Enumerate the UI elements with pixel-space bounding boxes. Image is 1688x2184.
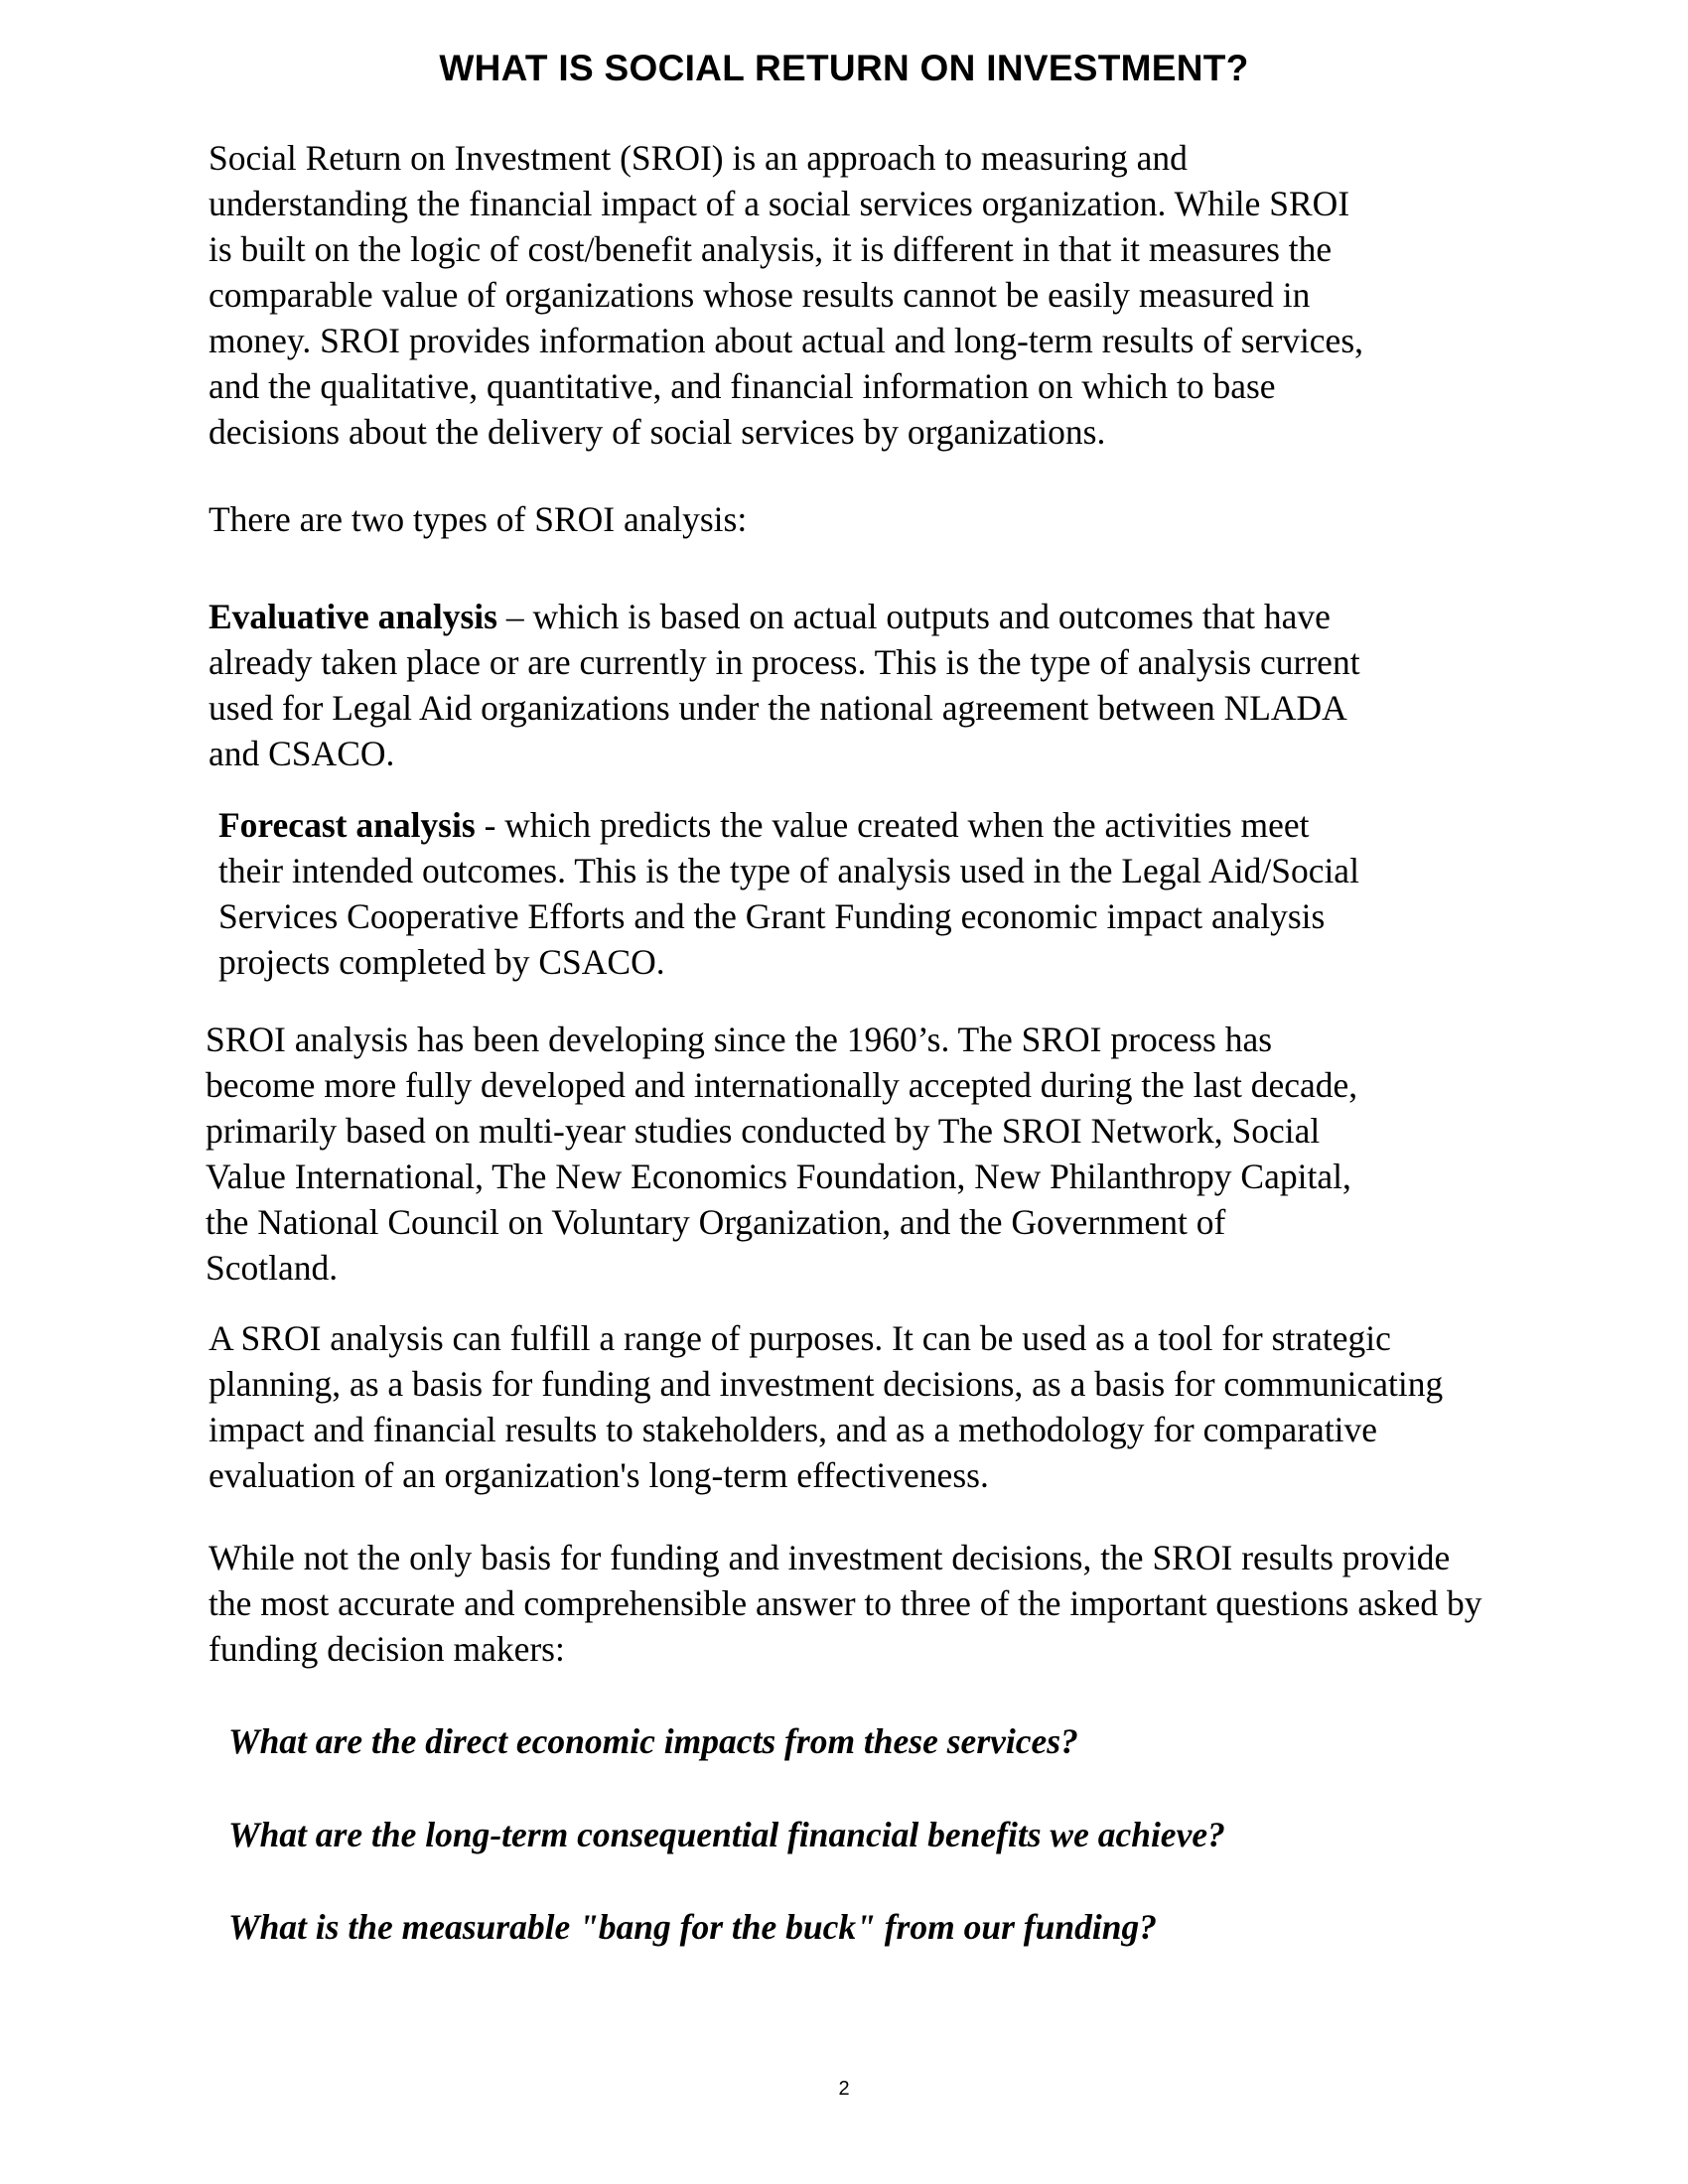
funding-line: While not the only basis for funding and investment decisions, the SROI results provide xyxy=(209,1538,1451,1577)
intro-line: and the qualitative, quantitative, and financial information on which to base xyxy=(209,366,1276,406)
history-line: SROI analysis has been developing since the 1960’s. The SROI process has xyxy=(206,1020,1273,1059)
funding-paragraph xyxy=(209,1535,1482,1672)
page-title: WHAT IS SOCIAL RETURN ON INVESTMENT? xyxy=(439,48,1249,88)
evaluative-line xyxy=(209,594,1360,639)
history-line: become more fully developed and internationally accepted during the last decade, xyxy=(206,1065,1358,1105)
forecast-line: their intended outcomes. This is the type of analysis used in the Legal Aid/Social xyxy=(218,851,1359,890)
forecast-term: Forecast analysis xyxy=(218,805,476,845)
purposes-line: A SROI analysis can fulfill a range of purposes. It can be used as a tool for strategic xyxy=(209,1318,1391,1358)
purposes-paragraph xyxy=(209,1315,1443,1498)
question-item: What is the measurable "bang for the buck" from our funding? xyxy=(228,1907,1157,1947)
intro-line: is built on the logic of cost/benefit analysis, it is different in that it measures the xyxy=(209,229,1333,269)
intro-line: understanding the financial impact of a social services organization. While SROI xyxy=(209,184,1350,223)
evaluative-line: used for Legal Aid organizations under the national agreement between NLADA xyxy=(209,688,1347,728)
history-line: primarily based on multi-year studies conducted by The SROI Network, Social xyxy=(206,1111,1321,1151)
intro-line: money. SROI provides information about actual and long-term results of services, xyxy=(209,321,1364,360)
intro-paragraph xyxy=(209,135,1363,455)
question-item: What are the direct economic impacts from these services? xyxy=(228,1721,1078,1761)
history-line: the National Council on Voluntary Organization, and the Government of xyxy=(206,1202,1226,1242)
evaluative-line-text: – which is based on actual outputs and outcomes that have xyxy=(496,597,1331,636)
history-line: Scotland. xyxy=(206,1248,339,1288)
funding-line: the most accurate and comprehensible answer to three of the important questions asked by xyxy=(209,1583,1482,1623)
funding-line: funding decision makers: xyxy=(209,1629,565,1669)
forecast-line-text: - which predicts the value created when the activities meet xyxy=(475,805,1310,845)
page-number: 2 xyxy=(838,2078,850,2100)
purposes-line: impact and financial results to stakeholders, and as a methodology for comparative xyxy=(209,1410,1378,1449)
evaluative-analysis-paragraph xyxy=(209,594,1360,776)
evaluative-line: and CSACO. xyxy=(209,734,395,773)
forecast-analysis-paragraph xyxy=(218,802,1359,985)
forecast-line xyxy=(218,802,1359,848)
history-line: Value International, The New Economics Foundation, New Philanthropy Capital, xyxy=(206,1157,1351,1196)
intro-line: decisions about the delivery of social services by organizations. xyxy=(209,412,1106,452)
history-paragraph xyxy=(206,1017,1357,1291)
intro-line: comparable value of organizations whose results cannot be easily measured in xyxy=(209,275,1311,315)
forecast-line: Services Cooperative Efforts and the Grant Funding economic impact analysis xyxy=(218,896,1326,936)
purposes-line: planning, as a basis for funding and investment decisions, as a basis for communicating xyxy=(209,1364,1444,1404)
evaluative-term: Evaluative analysis xyxy=(209,597,497,636)
intro-line: Social Return on Investment (SROI) is an approach to measuring and xyxy=(209,138,1188,178)
purposes-line: evaluation of an organization's long-term effectiveness. xyxy=(209,1455,989,1495)
question-item: What are the long-term consequential financial benefits we achieve? xyxy=(228,1815,1225,1854)
forecast-line: projects completed by CSACO. xyxy=(218,942,665,982)
evaluative-line: already taken place or are currently in process. This is the type of analysis current xyxy=(209,642,1360,682)
types-intro: There are two types of SROI analysis: xyxy=(209,499,748,539)
